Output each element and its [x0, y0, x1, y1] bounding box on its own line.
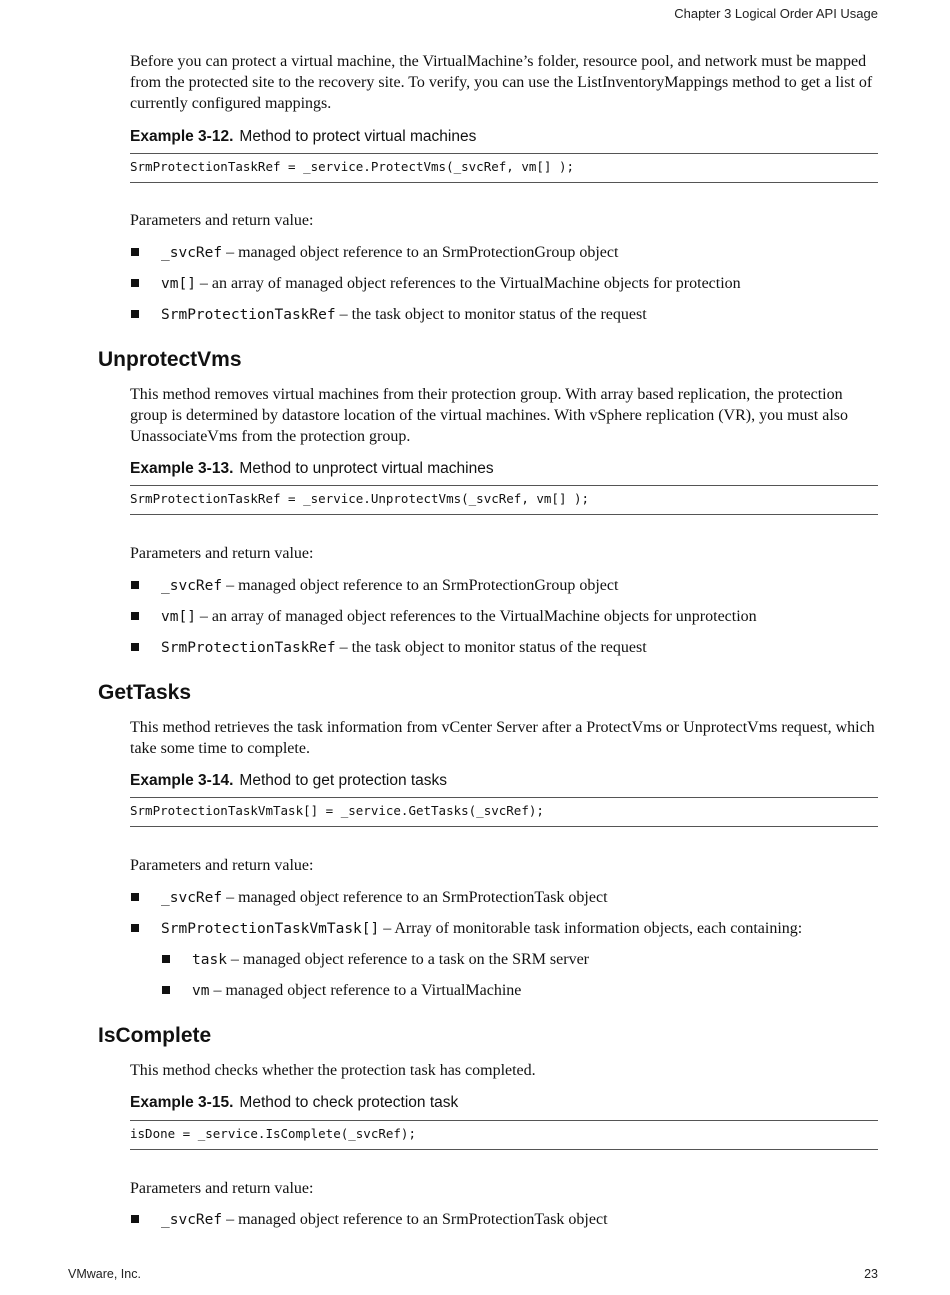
list-item [161, 575, 618, 597]
param-desc: – Array of monitorable task information objects, each containing: [379, 920, 803, 937]
bullet-square-icon [131, 924, 139, 932]
param-term: _svcRef [161, 890, 223, 906]
param-term: _svcRef [161, 1212, 223, 1228]
bullet-square-icon [131, 310, 139, 318]
section-heading-unprotectvms: UnprotectVms [98, 348, 242, 371]
code-block [130, 797, 878, 827]
example-3-12-title [130, 128, 476, 146]
example-3-15-title [130, 1094, 458, 1112]
code-line: SrmProtectionTaskRef = _service.ProtectVms(_svcRef, vm[] ); [130, 159, 575, 174]
param-term: _svcRef [161, 245, 223, 261]
code-line: SrmProtectionTaskVmTask[] = _service.GetTasks(_svcRef); [130, 803, 544, 818]
example-3-13-title [130, 460, 494, 478]
code-block [130, 153, 878, 183]
list-item [161, 606, 757, 628]
running-header: Chapter 3 Logical Order API Usage [674, 6, 878, 21]
bullet-square-icon [131, 893, 139, 901]
param-desc: – an array of managed object references to the VirtualMachine objects for unprotection [195, 608, 757, 625]
example-caption: Method to check protection task [239, 1094, 459, 1111]
param-term: SrmProtectionTaskVmTask[] [161, 921, 380, 937]
footer-company: VMware, Inc. [68, 1267, 141, 1281]
param-desc: – managed object reference to a VirtualMachine [209, 982, 522, 999]
list-item [161, 637, 647, 659]
example-caption: Method to get protection tasks [239, 772, 448, 789]
example-number: Example 3-12. [130, 128, 234, 145]
iscomplete-paragraph: This method checks whether the protection task has completed. [130, 1062, 536, 1079]
example-caption: Method to unprotect virtual machines [239, 460, 494, 477]
list-item [161, 1209, 608, 1231]
param-term: vm[] [161, 609, 196, 625]
example-number: Example 3-14. [130, 772, 234, 789]
bullet-square-icon [131, 581, 139, 589]
param-term: _svcRef [161, 578, 223, 594]
param-desc: – the task object to monitor status of the request [335, 639, 647, 656]
bullet-square-icon [131, 248, 139, 256]
example-3-14-title [130, 772, 447, 790]
param-desc: – an array of managed object references to the VirtualMachine objects for protection [195, 275, 741, 292]
param-term: vm[] [161, 276, 196, 292]
code-block [130, 485, 878, 515]
example-number: Example 3-13. [130, 460, 234, 477]
section-heading-iscomplete: IsComplete [98, 1024, 212, 1047]
code-line: SrmProtectionTaskRef = _service.UnprotectVms(_svcRef, vm[] ); [130, 491, 590, 506]
param-desc: – managed object reference to an SrmProtectionGroup object [222, 577, 619, 594]
param-term: task [192, 952, 227, 968]
params-label: Parameters and return value: [130, 857, 314, 874]
param-desc: – managed object reference to an SrmProtectionTask object [222, 889, 608, 906]
sub-list-item [192, 949, 589, 971]
params-label: Parameters and return value: [130, 1180, 314, 1197]
list-item [161, 918, 802, 940]
unprotect-paragraph: This method removes virtual machines from their protection group. With array based replication, the protection group is determined by datastore location of the virtual machines. With vSphere replication (VR), you must also UnassociateVms from the protection group. [130, 386, 848, 445]
bullet-square-icon [162, 986, 170, 994]
params-label: Parameters and return value: [130, 545, 314, 562]
list-item [161, 242, 618, 264]
code-block [130, 1120, 878, 1150]
list-item [161, 887, 608, 909]
sub-list-item [192, 980, 521, 1002]
section-heading-gettasks: GetTasks [98, 681, 191, 704]
example-number: Example 3-15. [130, 1094, 234, 1111]
params-label: Parameters and return value: [130, 212, 314, 229]
param-desc: – managed object reference to an SrmProtectionTask object [222, 1211, 608, 1228]
bullet-square-icon [131, 1215, 139, 1223]
list-item [161, 273, 741, 295]
intro-paragraph: Before you can protect a virtual machine, the VirtualMachine’s folder, resource pool, and network must be mapped from the protected site to the recovery site. To verify, you can use the ListInventoryMappings method to get a list of currently configured mappings. [130, 53, 873, 112]
param-term: SrmProtectionTaskRef [161, 640, 336, 656]
bullet-square-icon [131, 643, 139, 651]
param-term: vm [192, 983, 210, 999]
page-number: 23 [864, 1267, 878, 1281]
gettasks-paragraph: This method retrieves the task information from vCenter Server after a ProtectVms or UnprotectVms request, which take some time to complete. [130, 719, 875, 757]
bullet-square-icon [131, 279, 139, 287]
param-desc: – the task object to monitor status of the request [335, 306, 647, 323]
bullet-square-icon [131, 612, 139, 620]
param-desc: – managed object reference to an SrmProtectionGroup object [222, 244, 619, 261]
code-line: isDone = _service.IsComplete(_svcRef); [130, 1126, 416, 1141]
param-term: SrmProtectionTaskRef [161, 307, 336, 323]
bullet-square-icon [162, 955, 170, 963]
param-desc: – managed object reference to a task on the SRM server [226, 951, 590, 968]
example-caption: Method to protect virtual machines [239, 128, 477, 145]
list-item [161, 304, 647, 326]
